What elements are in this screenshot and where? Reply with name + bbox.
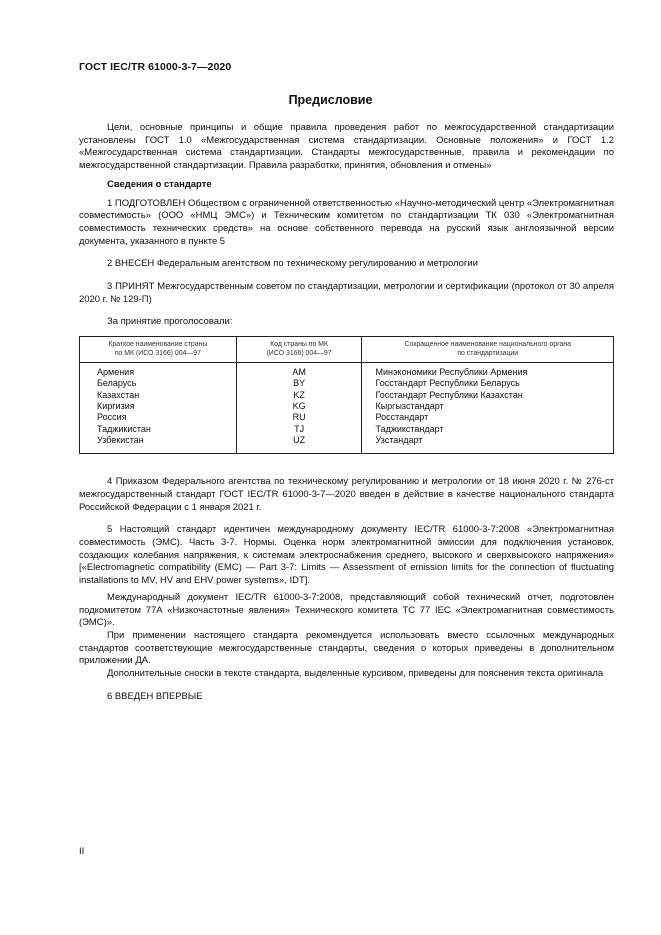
organization-cell: Таджикстандарт [362,424,614,435]
organization-cell: Минэкономики Республики Армения [362,363,614,379]
organization-cell: Узстандарт [362,435,614,454]
header-organization: Сокращенное наименование национального органа по стандартизации [362,337,614,363]
code-cell: BY [236,378,362,389]
section-subtitle: Сведения о стандарте [107,178,212,190]
organization-cell: Госстандарт Республики Беларусь [362,378,614,389]
table-row [80,390,614,401]
country-cell: Узбекистан [80,435,237,454]
header-code: Код страны по МК (ИСО 3166) 004—97 [236,337,362,363]
code-cell: RU [236,412,362,423]
code-cell: KZ [236,390,362,401]
country-cell: Армения [80,363,237,379]
country-cell: Киргизия [80,401,237,412]
code-cell: TJ [236,424,362,435]
organization-cell: Кыргызстандарт [362,401,614,412]
page-number: II [79,846,85,857]
page-title: Предисловие [288,93,373,107]
table-row [80,363,614,379]
table-row [80,401,614,412]
table-row [80,435,614,454]
item-5-paragraph-3: При применении настоящего стандарта рекомендуется использовать вместо ссылочных международных стандартов соответствующие межгосударственные стандарты, сведения о которых приведены в дополнительном приложении ДА. [79,629,614,667]
item-1-paragraph: 1 ПОДГОТОВЛЕН Обществом с ограниченной ответственностью «Научно-методический центр «Электромагнитная совместимость» (ООО «НМЦ ЭМС») и Техническим комитетом по стандартизации ТК 030 «Электромагнитная совместимость технических средств» на основе собственного перевода на русский язык англоязычной версии документа, указанного в пункте 5 [79,197,614,247]
voting-table [79,336,614,454]
item-4-paragraph: 4 Приказом Федерального агентства по техническому регулированию и метрологии от 18 июня 2020 г. № 276-ст межгосударственный стандарт ГОСТ IEC/TR 61000-3-7—2020 введен в действие в качестве национального стандарта Российской Федерации с 1 января 2021 г. [79,476,614,513]
voted-label: За принятие проголосовали: [107,316,233,328]
item-5-paragraph-4: Дополнительные сноски в тексте стандарта, выделенные курсивом, приведены для пояснения текста оригинала [107,668,604,680]
item-6-paragraph: 6 ВВЕДЕН ВПЕРВЫЕ [107,690,203,702]
item-5-paragraph: 5 Настоящий стандарт идентичен международному документу IEC/TR 61000-3-7:2008 «Электромагнитная совместимость (ЭМС). Часть 3-7. Нормы. Оценка норм электромагнитной эмиссии для подключения установок, создающих колебания напряжения, к системам электроснабжения среднего, высокого и сверхвысокого напряжения» [«Electromagnetic compatibility (EMC) — Part 3-7: Limits — Assessment of emission limits for the connection of fluctuating installations to MV, HV and EHV power systems», IDT]. [79,524,614,587]
code-cell: UZ [236,435,362,454]
intro-paragraph: Цели, основные принципы и общие правила проведения работ по межгосударственной стандартизации установлены ГОСТ 1.0 «Межгосударственная система стандартизации. Основные положения» и ГОСТ 1.2 «Межгосударственная система стандартизации. Стандарты межгосударственные, правила и рекомендации по межгосударственной стандартизации. Правила разработки, принятия, обновления и отмены» [79,122,614,172]
country-cell: Россия [80,412,237,423]
country-cell: Беларусь [80,378,237,389]
document-code: ГОСТ IEC/TR 61000-3-7—2020 [79,61,232,73]
table-row [80,412,614,423]
table-row [80,378,614,389]
country-cell: Таджикистан [80,424,237,435]
table-row [80,424,614,435]
item-5-paragraph-2: Международный документ IEC/TR 61000-3-7:2008, представляющий собой технический отчет, подготовлен подкомитетом 77А «Низкочастотные явления» Технического комитета ТС 77 IEC «Электромагнитная совместимость (ЭМС)». [79,591,614,629]
country-cell: Казахстан [80,390,237,401]
code-cell: AM [236,363,362,379]
table-header-row [80,337,614,363]
header-country: Краткое наименование страны по МК (ИСО 3166) 004—97 [80,337,237,363]
document-body [79,122,614,703]
organization-cell: Росстандарт [362,412,614,423]
item-2-paragraph: 2 ВНЕСЕН Федеральным агентством по техническому регулированию и метрологии [107,258,478,270]
code-cell: KG [236,401,362,412]
organization-cell: Госстандарт Республики Казахстан [362,390,614,401]
item-3-paragraph: 3 ПРИНЯТ Межгосударственным советом по стандартизации, метрологии и сертификации (протокол от 30 апреля 2020 г. № 129-П) [79,281,614,305]
